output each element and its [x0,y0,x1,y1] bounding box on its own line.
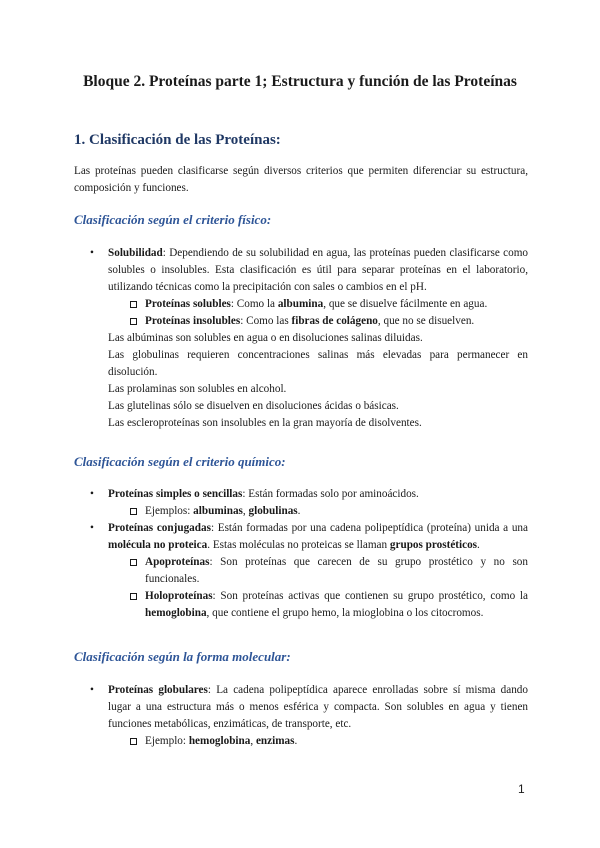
list-item-holoproteinas: Holoproteínas: Son proteínas activas que contienen su grupo prostético, como la hemoglobina, que contiene el grupo hemo, la mioglobina o los citocromos. [74,588,528,622]
note-prolaminas: Las prolaminas son solubles en alcohol. [108,383,287,395]
list-item-ejemplo-globulares: Ejemplo: hemoglobina, enzimas. [74,733,528,750]
section-heading-clasificacion: 1. Clasificación de las Proteínas: [74,132,281,148]
square-bullet-icon [130,593,137,600]
quimico-block [74,486,528,622]
list-item-proteinas-insolubles: Proteínas insolubles: Como las fibras de colágeno, que no se disuelven. [74,313,528,330]
subheading-criterio-fisico: Clasificación según el criterio físico: [74,212,272,227]
square-bullet-icon [130,559,137,566]
bullet-icon: • [90,488,94,500]
note-glutelinas: Las glutelinas sólo se disuelven en disoluciones ácidas o básicas. [108,400,399,412]
square-bullet-icon [130,301,137,308]
square-bullet-icon [130,318,137,325]
square-bullet-icon [130,508,137,515]
intro-paragraph: Las proteínas pueden clasificarse según diversos criterios que permiten diferenciar su estructura, composición y funciones. [74,165,528,194]
list-item-proteinas-globulares: • Proteínas globulares: La cadena polipeptídica aparece enrolladas sobre sí misma dando lugar a una estructura más o menos esférica y compacta. Son solubles en agua y tienen funciones metabólicas, enzimáticas, de transporte, etc. [90,684,528,730]
bullet-icon: • [90,522,94,534]
list-item-proteinas-simples: • Proteínas simples o sencillas: Están formadas solo por aminoácidos. [74,486,528,503]
subheading-forma-molecular: Clasificación según la forma molecular: [74,649,291,664]
list-item-ejemplos-simples: Ejemplos: albuminas, globulinas. [74,503,528,520]
page-title: Bloque 2. Proteínas parte 1; Estructura y función de las Proteínas [83,73,517,90]
note-albuminas: Las albúminas son solubles en agua o en disoluciones salinas diluidas. [108,332,423,344]
fisico-block [74,245,528,432]
list-item-solubilidad: • Solubilidad: Dependiendo de su solubilidad en agua, las proteínas pueden clasificarse como solubles o insolubles. Esta clasificación es útil para separar proteínas en el laboratorio, utilizando técnicas como la precipitación con sales o cambios en el pH. [90,247,528,293]
square-bullet-icon [130,738,137,745]
list-item-proteinas-solubles: Proteínas solubles: Como la albumina, que se disuelve fácilmente en agua. [74,296,528,313]
note-escleroproteinas: Las escleroproteínas son insolubles en la gran mayoría de disolventes. [108,417,422,429]
bullet-icon: • [90,247,94,259]
list-item-apoproteinas: Apoproteínas: Son proteínas que carecen de su grupo prostético y no son funcionales. [74,554,528,588]
list-item-proteinas-conjugadas: • Proteínas conjugadas: Están formadas por una cadena polipeptídica (proteína) unida a una molécula no proteica. Estas moléculas no proteicas se llaman grupos prostéticos. [90,522,528,551]
subheading-criterio-quimico: Clasificación según el criterio químico: [74,454,286,469]
forma-block [74,682,528,750]
note-globulinas: Las globulinas requieren concentraciones salinas más elevadas para permanecer en disolución. [108,349,528,378]
bullet-icon: • [90,684,94,696]
page-number: 1 [518,782,525,796]
